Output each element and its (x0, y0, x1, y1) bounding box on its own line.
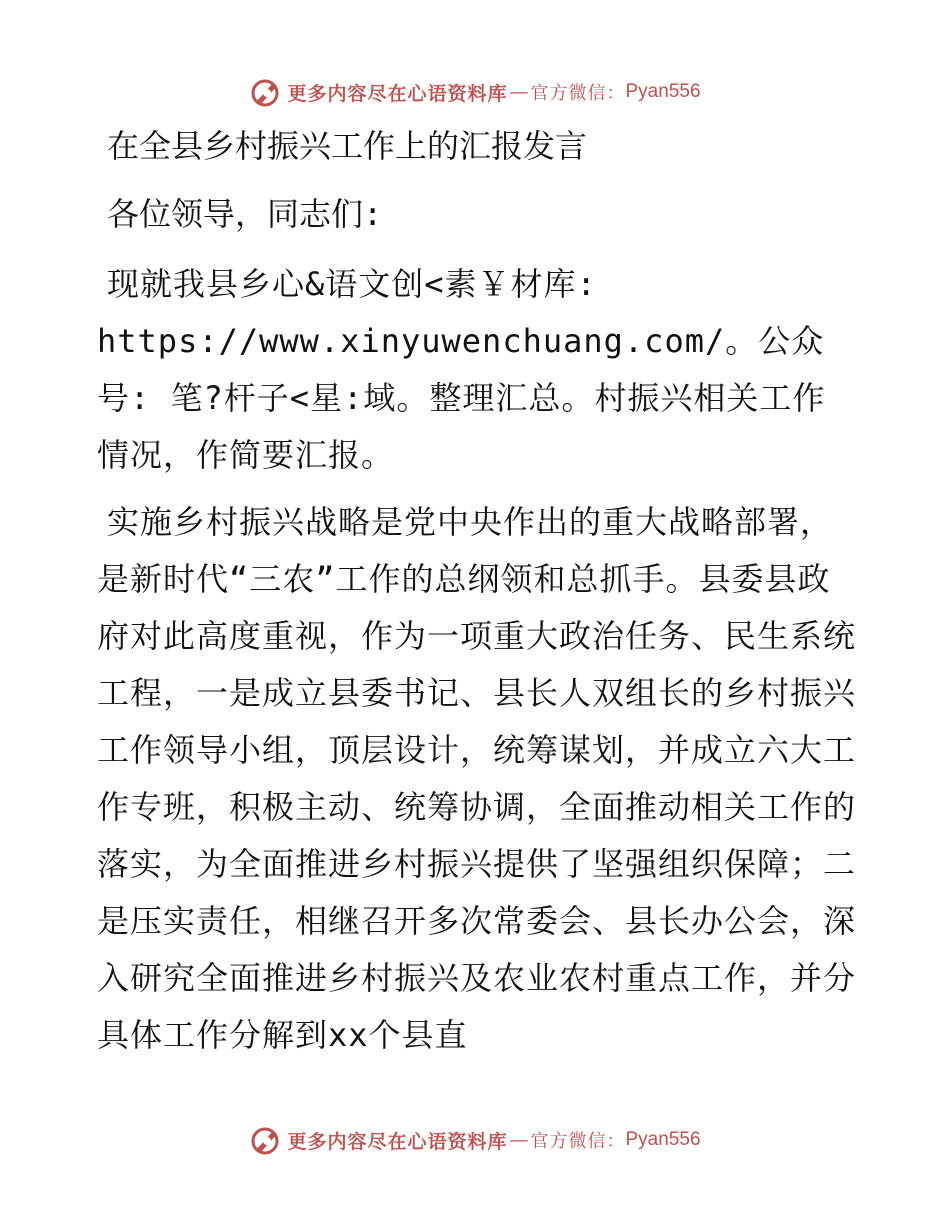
banner-dash: — (509, 81, 529, 103)
paragraph-2: 实施乡村振兴战略是党中央作出的重大战略部署，是新时代“三农”工作的总纲领和总抓手。县委县政府对此高度重视，作为一项重大政治任务、民生系统工程，一是成立县委书记、县长人双组长的乡村振兴工作领导小组，顶层设计，统筹谋划，并成立六大工作专班，积极主动、统筹协调，全面推动相关工作的落实，为全面推进乡村振兴提供了坚强组织保障；二是压实责任，相继召开多次常委会、县长办公会，深入研究全面推进乡村振兴及农业农村重点工作，并分具体工作分解到xx个县直 (97, 503, 857, 1054)
banner-brand-text: 更多内容尽在心语资料库 (287, 82, 508, 105)
pen-circle-logo-icon (249, 1123, 283, 1157)
document-body (97, 118, 857, 1064)
footer-watermark-banner (0, 1120, 950, 1160)
document-title: 在全县乡村振兴工作上的汇报发言 (107, 127, 588, 165)
header-watermark-banner (0, 72, 950, 112)
banner-handle: Pyan556 (625, 1129, 701, 1150)
banner-dash: — (509, 1129, 529, 1151)
banner-brand-text: 更多内容尽在心语资料库 (287, 1130, 508, 1153)
banner-label: 官方微信： (530, 1131, 626, 1152)
banner-label: 官方微信： (530, 83, 626, 104)
paragraph-1: 现就我县乡心&语文创<素￥材库: https://www.xinyuwenchuang.com/。公众号: 笔?杆子<星:域。整理汇总。村振兴相关工作情况，作简要汇报。 (97, 265, 826, 474)
pen-circle-logo-icon (249, 75, 283, 109)
banner-handle: Pyan556 (625, 81, 701, 102)
document-greeting: 各位领导，同志们: (107, 195, 383, 233)
